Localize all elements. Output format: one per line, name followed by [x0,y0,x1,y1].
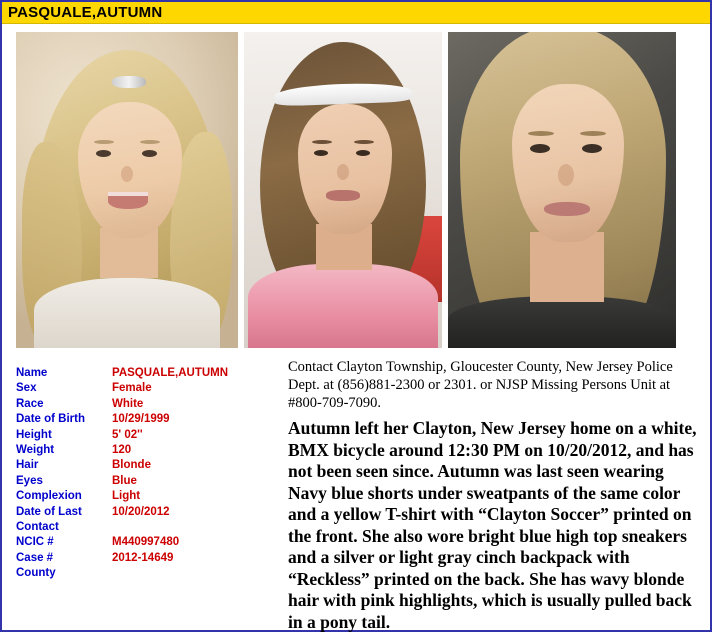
photo2-eyebrow-left [312,140,332,144]
field-row-date-of-birth [16,412,286,427]
field-label-date-of-last-contact: Date of Last Contact [16,505,82,534]
case-narrative: Autumn left her Clayton, New Jersey home on a white, BMX bicycle around 12:30 PM on 10/20/2012, and has not been seen since. Autumn was last seen wearing Navy blue shorts under sweatpants of the same color and a yellow T-shirt with “Clayton Soccer” printed on the front. She also wore bright blue high top sneakers and a silver or light gray cinch backpack with “Reckless” printed on the back. She has wavy blonde hair with pink highlights, which is usually pulled back in a pony tail. [288,418,697,632]
field-value-date-of-last-contact: 10/20/2012 [112,505,170,518]
field-value-name: PASQUALE,AUTUMN [112,367,229,379]
photo-young-girl-blonde [16,32,238,348]
field-value-date-of-birth: 10/29/1999 [112,413,170,426]
field-row-complexion [16,489,286,504]
field-row-weight [16,443,286,458]
field-row-ncic-number [16,535,286,550]
field-value-race: White [112,397,144,410]
field-value-height: 5' 02'' [112,428,143,441]
field-label-eyes: Eyes [16,474,43,487]
photo3-eyebrow-right [580,131,606,136]
photo1-nose [121,166,133,182]
photo2-eye-right [356,150,370,156]
photo2-eyebrow-right [354,140,374,144]
photo1-hair-clip [112,76,146,88]
photo-strip [2,24,710,354]
photo3-eyebrow-left [528,131,554,136]
photo-teen-white-headband [244,32,442,348]
field-label-county: County [16,567,56,580]
field-label-case-number: Case # [16,551,54,564]
field-label-sex: Sex [16,382,37,395]
field-value-case-number: 2012-14649 [112,551,174,564]
field-row-name [16,366,286,381]
field-row-date-of-last-contact [16,505,286,536]
field-row-county [16,566,286,581]
field-row-race [16,397,286,412]
photo2-mouth [326,190,360,201]
photo1-eyebrow-left [94,140,114,144]
field-value-sex: Female [112,382,152,395]
photo1-eyebrow-right [140,140,160,144]
photo3-nose [558,164,574,186]
photo3-eye-left [530,144,550,153]
poster-title-bar [2,2,710,24]
field-value-complexion: Light [112,490,141,503]
photo1-mouth [108,192,148,209]
field-label-race: Race [16,397,44,410]
photo3-eye-right [582,144,602,153]
photo2-eye-left [314,150,328,156]
field-label-weight: Weight [16,444,55,457]
lower-info-area [2,354,710,633]
photo-closeup-blonde [448,32,676,348]
field-label-name: Name [16,367,48,379]
field-label-ncic-number: NCIC # [16,536,54,549]
photo3-shoulder [448,296,676,348]
field-value-weight: 120 [112,444,132,457]
field-value-hair: Blonde [112,459,151,472]
field-label-date-of-birth: Date of Birth [16,413,85,426]
field-label-height: Height [16,428,52,441]
photo2-pink-top [248,264,438,348]
field-row-hair [16,458,286,473]
narrative-area [286,356,704,633]
photo1-eye-right [142,150,157,157]
photo3-neck [530,232,604,302]
field-row-eyes [16,474,286,489]
field-row-case-number [16,551,286,566]
field-value-ncic-number: M440997480 [112,536,180,549]
field-row-height [16,428,286,443]
contact-information: Contact Clayton Township, Gloucester County, New Jersey Police Dept. at (856)881-2300 or 2301. or NJSP Missing Persons Unit at #800-709-7090. [288,359,673,411]
photo2-nose [337,164,349,180]
page-title: PASQUALE,AUTUMN [8,4,163,21]
field-row-sex [16,381,286,396]
photo1-eye-left [96,150,111,157]
photo3-mouth [544,202,590,216]
field-label-hair: Hair [16,459,39,472]
field-value-eyes: Blue [112,474,137,487]
photo1-shirt [34,278,220,348]
field-label-complexion: Complexion [16,490,82,503]
details-field-list [16,356,286,633]
